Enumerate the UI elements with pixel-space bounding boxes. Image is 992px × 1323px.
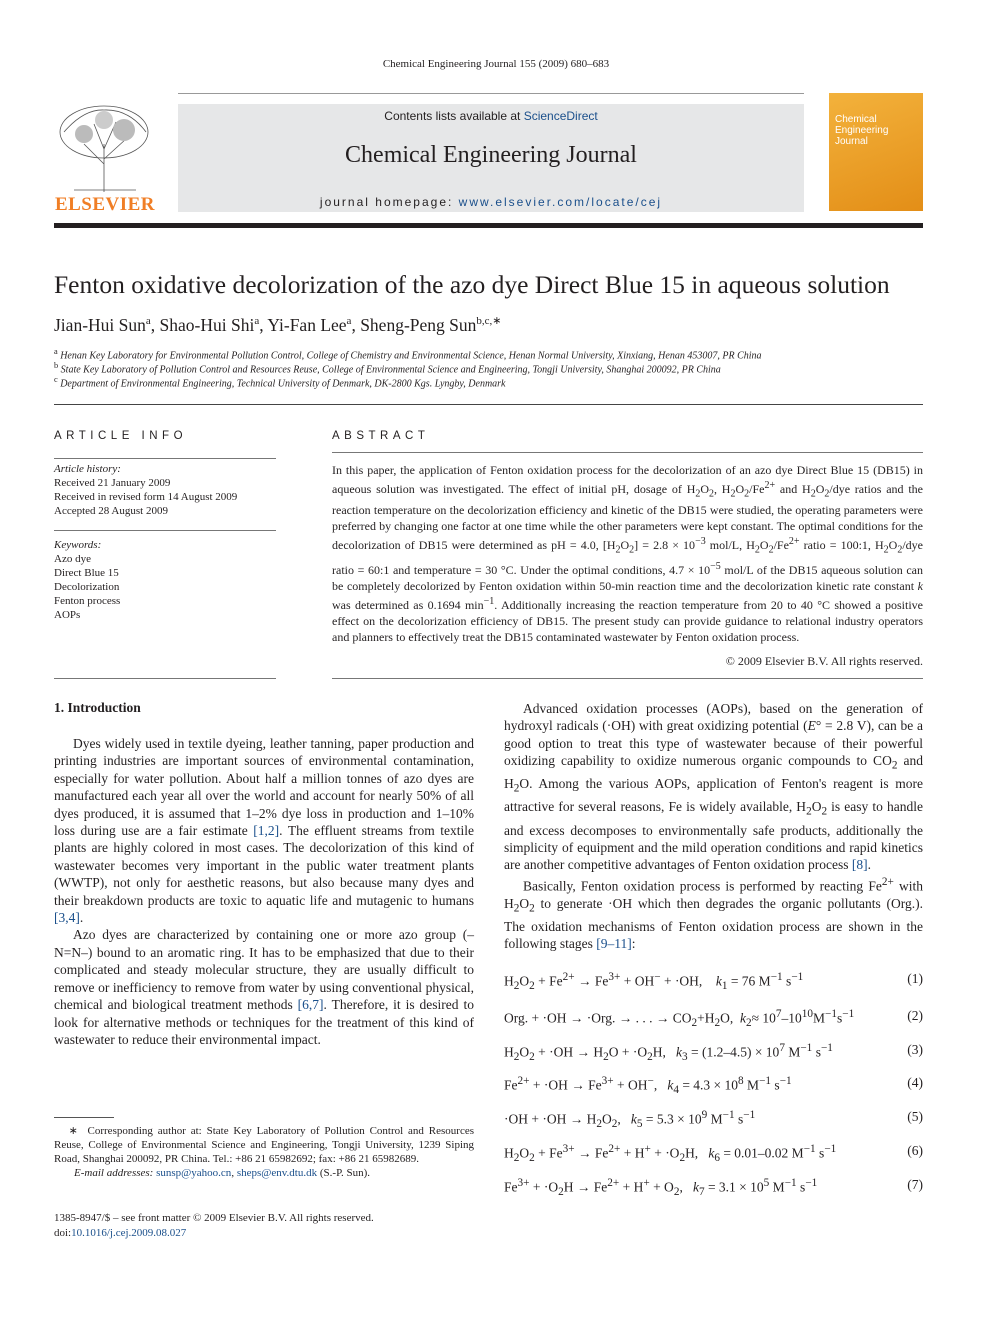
affil-sup: a xyxy=(54,347,58,356)
issn-doi xyxy=(54,1211,374,1241)
affiliation xyxy=(54,361,721,375)
cover-line-1: Chemical xyxy=(835,114,877,125)
journal-cover xyxy=(829,93,923,211)
header-divider xyxy=(54,223,923,228)
footnote-rule xyxy=(54,1117,114,1118)
equation-2: Org. + ·OH → ·Org. → . . . → $CO_2+H_2O$, $k_2\approx 10^7-10^{10}M^{-1}s^{-1}$ (2) xyxy=(504,1008,923,1030)
copyright-notice: © 2009 Elsevier B.V. All rights reserved. xyxy=(725,654,923,668)
email-link[interactable]: sheps@env.dtu.dk xyxy=(236,1167,318,1179)
keywords xyxy=(54,538,276,622)
section-divider xyxy=(54,404,923,405)
abstract-rule xyxy=(332,452,923,453)
info-rule xyxy=(54,678,276,679)
cover-line-3: Journal xyxy=(835,136,868,147)
equation-4: $Fe^{2+} + \cdot OH \to Fe^{3+} + OH^-$, $k_4 = 4.3 \times 10^8$ $M^{-1}$ $s^{-1}$ (4) xyxy=(504,1075,923,1097)
equation-7: $Fe^{3+} + \cdot O_2H \to Fe^{2+} + H^+ + O_2$, $k_7 = 3.1 \times 10^5$ $M^{-1}$ $s^{-1}$ (7) xyxy=(504,1177,923,1199)
corresponding-author-footnote xyxy=(54,1124,474,1180)
contents-prefix: Contents lists available at xyxy=(384,109,524,123)
citation-link[interactable]: [8] xyxy=(851,857,868,873)
footnote-text: ∗ Corresponding author at: State Key Laboratory of Pollution Control and Resources Reuse, College of Environmental Science and Engineering, Tongji University, 1239 Siping Road, Shanghai 200092, PR China. Tel.: +86 21 65982692; fax: +86 21 65982689. xyxy=(54,1125,474,1165)
author-name[interactable]: Yi-Fan Lee xyxy=(267,314,347,335)
info-rule xyxy=(54,530,276,531)
homepage-prefix: journal homepage: xyxy=(319,195,459,209)
affil-sup: c xyxy=(54,375,58,384)
affil-text: State Key Laboratory of Pollution Control and Resources Reuse, College of Environmental Science and Engineering, Tongji University, Shanghai 200092, PR China xyxy=(60,364,721,376)
affil-sup: b xyxy=(54,361,59,370)
cover-title xyxy=(835,114,888,147)
paragraph: Azo dyes are characterized by containing one or more azo group (–N=N–) bound to an aromatic ring. It has to be emphasized that due to their complicated and steady molecular structure, they are usually difficult to remove or inefficiency to remove from water by using conventional physical, chemical and biological treatment methods [6,7]. Therefore, it is desired to look for alternative methods or techniques for the treatment of this kind of wastewater to reduce their environmental impact. xyxy=(54,927,474,1047)
equation-number: (3) xyxy=(907,1042,923,1057)
intro-heading: 1. Introduction xyxy=(54,700,141,715)
equation-5: $\cdot OH + \cdot OH \to H_2O_2$, $k_5 = 5.3 \times 10^9$ $M^{-1}$ $s^{-1}$ (5) xyxy=(504,1109,923,1131)
keyword: Direct Blue 15 xyxy=(54,567,119,579)
footnote-emails: E-mail addresses: sunsp@yahoo.cn, sheps@env.dtu.dk (S.-P. Sun). xyxy=(74,1167,370,1179)
article-info-heading: ARTICLE INFO xyxy=(54,430,188,442)
equation-3: $H_2O_2 + \cdot OH \to H_2O + \cdot O_2H$, $k_3 = (1.2-4.5) \times 10^7$ $M^{-1}$ $s^{-1}$ (3) xyxy=(504,1042,923,1064)
author-name[interactable]: Sheng-Peng Sun xyxy=(360,314,477,335)
equation-number: (6) xyxy=(907,1143,923,1158)
abstract-text: In this paper, the application of Fenton oxidation process for the decolorization of an azo dye Direct Blue 15 (DB15) in aqueous solution was investigated. The effect of initial pH, dosage of $H_2O_2$, $H_2O_2/Fe^{2+}$ and $H_2O_2$/dye ratios and the reaction temperature on the decolorization efficiency and kinetic of the DB15 were studied, the operating parameters were preferred by changing one factor at one time while the other parameters were kept constant. The optimal conditions for the decolorization of DB15 were determined as pH = 4.0, $[H_2O_2] = 2.8 \times 10^{-3}$ mol/L, $H_2O_2/Fe^{2+}$ ratio = 100:1, $H_2O_2$/dye ratio = 60:1 and temperature = 30 °C. Under the optimal conditions, $4.7 \times 10^{-5}$ mol/L of the DB15 aqueous solution can be completely decolorized by Fenton oxidation within 50-min reaction time and the decolorization kinetic rate constant k was determined as 0.1694 $\min^{-1}$. Additionally increasing the reaction temperature from 20 to 40 °C showed a positive effect on the decolorization efficiency of DB15. The present study can provide guidance to relational industry operators and planners to effectively treat the DB15 contaminated wastewater by Fenton oxidation process. xyxy=(332,463,924,644)
author-sup: a xyxy=(254,315,260,327)
keyword: Azo dye xyxy=(54,553,91,565)
article-history xyxy=(54,462,276,518)
author-sup: a xyxy=(145,315,151,327)
equation-number: (7) xyxy=(907,1177,923,1192)
author-name[interactable]: Jian-Hui Sun xyxy=(54,314,146,335)
keyword: Decolorization xyxy=(54,581,120,593)
abstract-heading: ABSTRACT xyxy=(332,430,430,442)
contents-line xyxy=(178,109,804,123)
journal-masthead xyxy=(178,104,804,212)
equation-number: (4) xyxy=(907,1075,923,1090)
author-sup: b,c,∗ xyxy=(476,315,502,327)
header-rule xyxy=(178,93,804,94)
article-title: Fenton oxidative decolorization of the azo dye Direct Blue 15 in aqueous solution xyxy=(54,270,890,299)
paragraph: Advanced oxidation processes (AOPs), based on the generation of hydroxyl radicals (·OH) with great oxidizing potential (E° = 2.8 V), can be a good option to treat this type of wastewater because of their powerful oxidizing capability to oxidize numerous organic compounds to $CO_2$ and $H_2O$. Among the various AOPs, application of Fenton's reagent is more attractive for several reasons, Fe is widely available, $H_2O_2$ is easy to handle and excess decomposes to environmentally safe products, additionally the simplicity of equipment and the mild operation conditions and rapid kinetics are another competitive advantages of Fenton oxidation process [8]. xyxy=(504,701,924,873)
journal-name: Chemical Engineering Journal xyxy=(345,142,637,168)
affil-text: Henan Key Laboratory for Environmental Pollution Control, College of Chemistry and Environmental Science, Henan Normal University, Xinxiang, Henan 453007, PR China xyxy=(60,350,762,362)
issn-line: 1385-8947/$ – see front matter © 2009 Elsevier B.V. All rights reserved. xyxy=(54,1212,374,1224)
history-label: Article history: xyxy=(54,463,121,475)
history-item: Received 21 January 2009 xyxy=(54,477,171,489)
homepage-line xyxy=(178,195,804,209)
left-column-text xyxy=(54,735,474,1048)
citation-link[interactable]: [9–11] xyxy=(596,936,632,952)
cover-line-2: Engineering xyxy=(835,125,889,136)
equation-number: (2) xyxy=(907,1008,923,1023)
equation-1: $H_2O_2 + Fe^{2+} \to Fe^{3+} + OH^- + \cdot OH$, $k_1 = 76$ $M^{-1}$ $s^{-1}$ (1) xyxy=(504,971,923,993)
abstract-rule xyxy=(332,678,923,679)
history-item: Accepted 28 August 2009 xyxy=(54,505,168,517)
author-sup: a xyxy=(346,315,352,327)
info-rule xyxy=(54,458,276,459)
citation-link[interactable]: [1,2] xyxy=(253,823,280,839)
keyword: Fenton process xyxy=(54,595,121,607)
equation-number: (5) xyxy=(907,1109,923,1124)
right-column-text xyxy=(504,700,923,953)
author-name[interactable]: Shao-Hui Shi xyxy=(159,314,255,335)
keyword: AOPs xyxy=(54,609,81,621)
author-list: Jian-Hui Sun$^a$, Shao-Hui Shi$^a$, Yi-Fan Lee$^a$, Sheng-Peng Sun$^{b,c,∗}$ xyxy=(54,314,502,335)
paragraph: Basically, Fenton oxidation process is performed by reacting $Fe^{2+}$ with $H_2O_2$ to generate ·OH which then degrades the organic pollutants (Org.). The oxidation mechanisms of Fenton oxidation process are shown in the following stages [9–11]: xyxy=(504,875,923,952)
elsevier-tree-icon xyxy=(54,104,156,194)
history-item: Received in revised form 14 August 2009 xyxy=(54,491,238,503)
journal-citation: Chemical Engineering Journal 155 (2009) 680–683 xyxy=(382,58,610,70)
sciencedirect-link[interactable]: ScienceDirect xyxy=(523,109,598,123)
homepage-link[interactable]: www.elsevier.com/locate/cej xyxy=(458,195,663,209)
citation-link[interactable]: [3,4] xyxy=(54,910,80,926)
keywords-label: Keywords: xyxy=(54,539,102,551)
affil-text: Department of Environmental Engineering, Technical University of Denmark, DK-2800 Kgs. Lyngby, Denmark xyxy=(60,378,506,390)
equation-number: (1) xyxy=(907,971,923,986)
equation-6: $H_2O_2 + Fe^{3+} \to Fe^{2+} + H^+ + \cdot O_2H$, $k_6 = 0.01-0.02$ $M^{-1}$ $s^{-1}$ (6) xyxy=(504,1143,923,1165)
affiliation xyxy=(54,375,506,389)
elsevier-wordmark: ELSEVIER xyxy=(54,194,156,215)
affiliation xyxy=(54,347,762,361)
doi-link[interactable]: 10.1016/j.cej.2009.08.027 xyxy=(71,1227,187,1239)
citation-link[interactable]: [6,7] xyxy=(297,997,324,1013)
paragraph: Dyes widely used in textile dyeing, leather tanning, paper production and printing industries are important sources of environmental contamination, especially for water pollution. About half a million tonnes of azo dyes are manufactured each year all over the world and account for nearly 50% of all dyes produced, it is assumed that 1–2% dye loss in production and 1–10% loss during use are a fair estimate [1,2]. The effluent streams from textile plants are highly colored in most cases. The decolorization of this kind of wastewater becomes very important in the public water treatment plants (WWTP), not only for aesthetic reasons, but also because many dyes and their breakdown products are toxic to aquatic life and mutagenic to humans [3,4]. xyxy=(54,736,474,926)
doi-prefix: doi: xyxy=(54,1227,72,1239)
email-link[interactable]: sunsp@yahoo.cn xyxy=(156,1167,232,1179)
doi-line xyxy=(54,1226,374,1241)
elsevier-logo xyxy=(54,104,156,216)
